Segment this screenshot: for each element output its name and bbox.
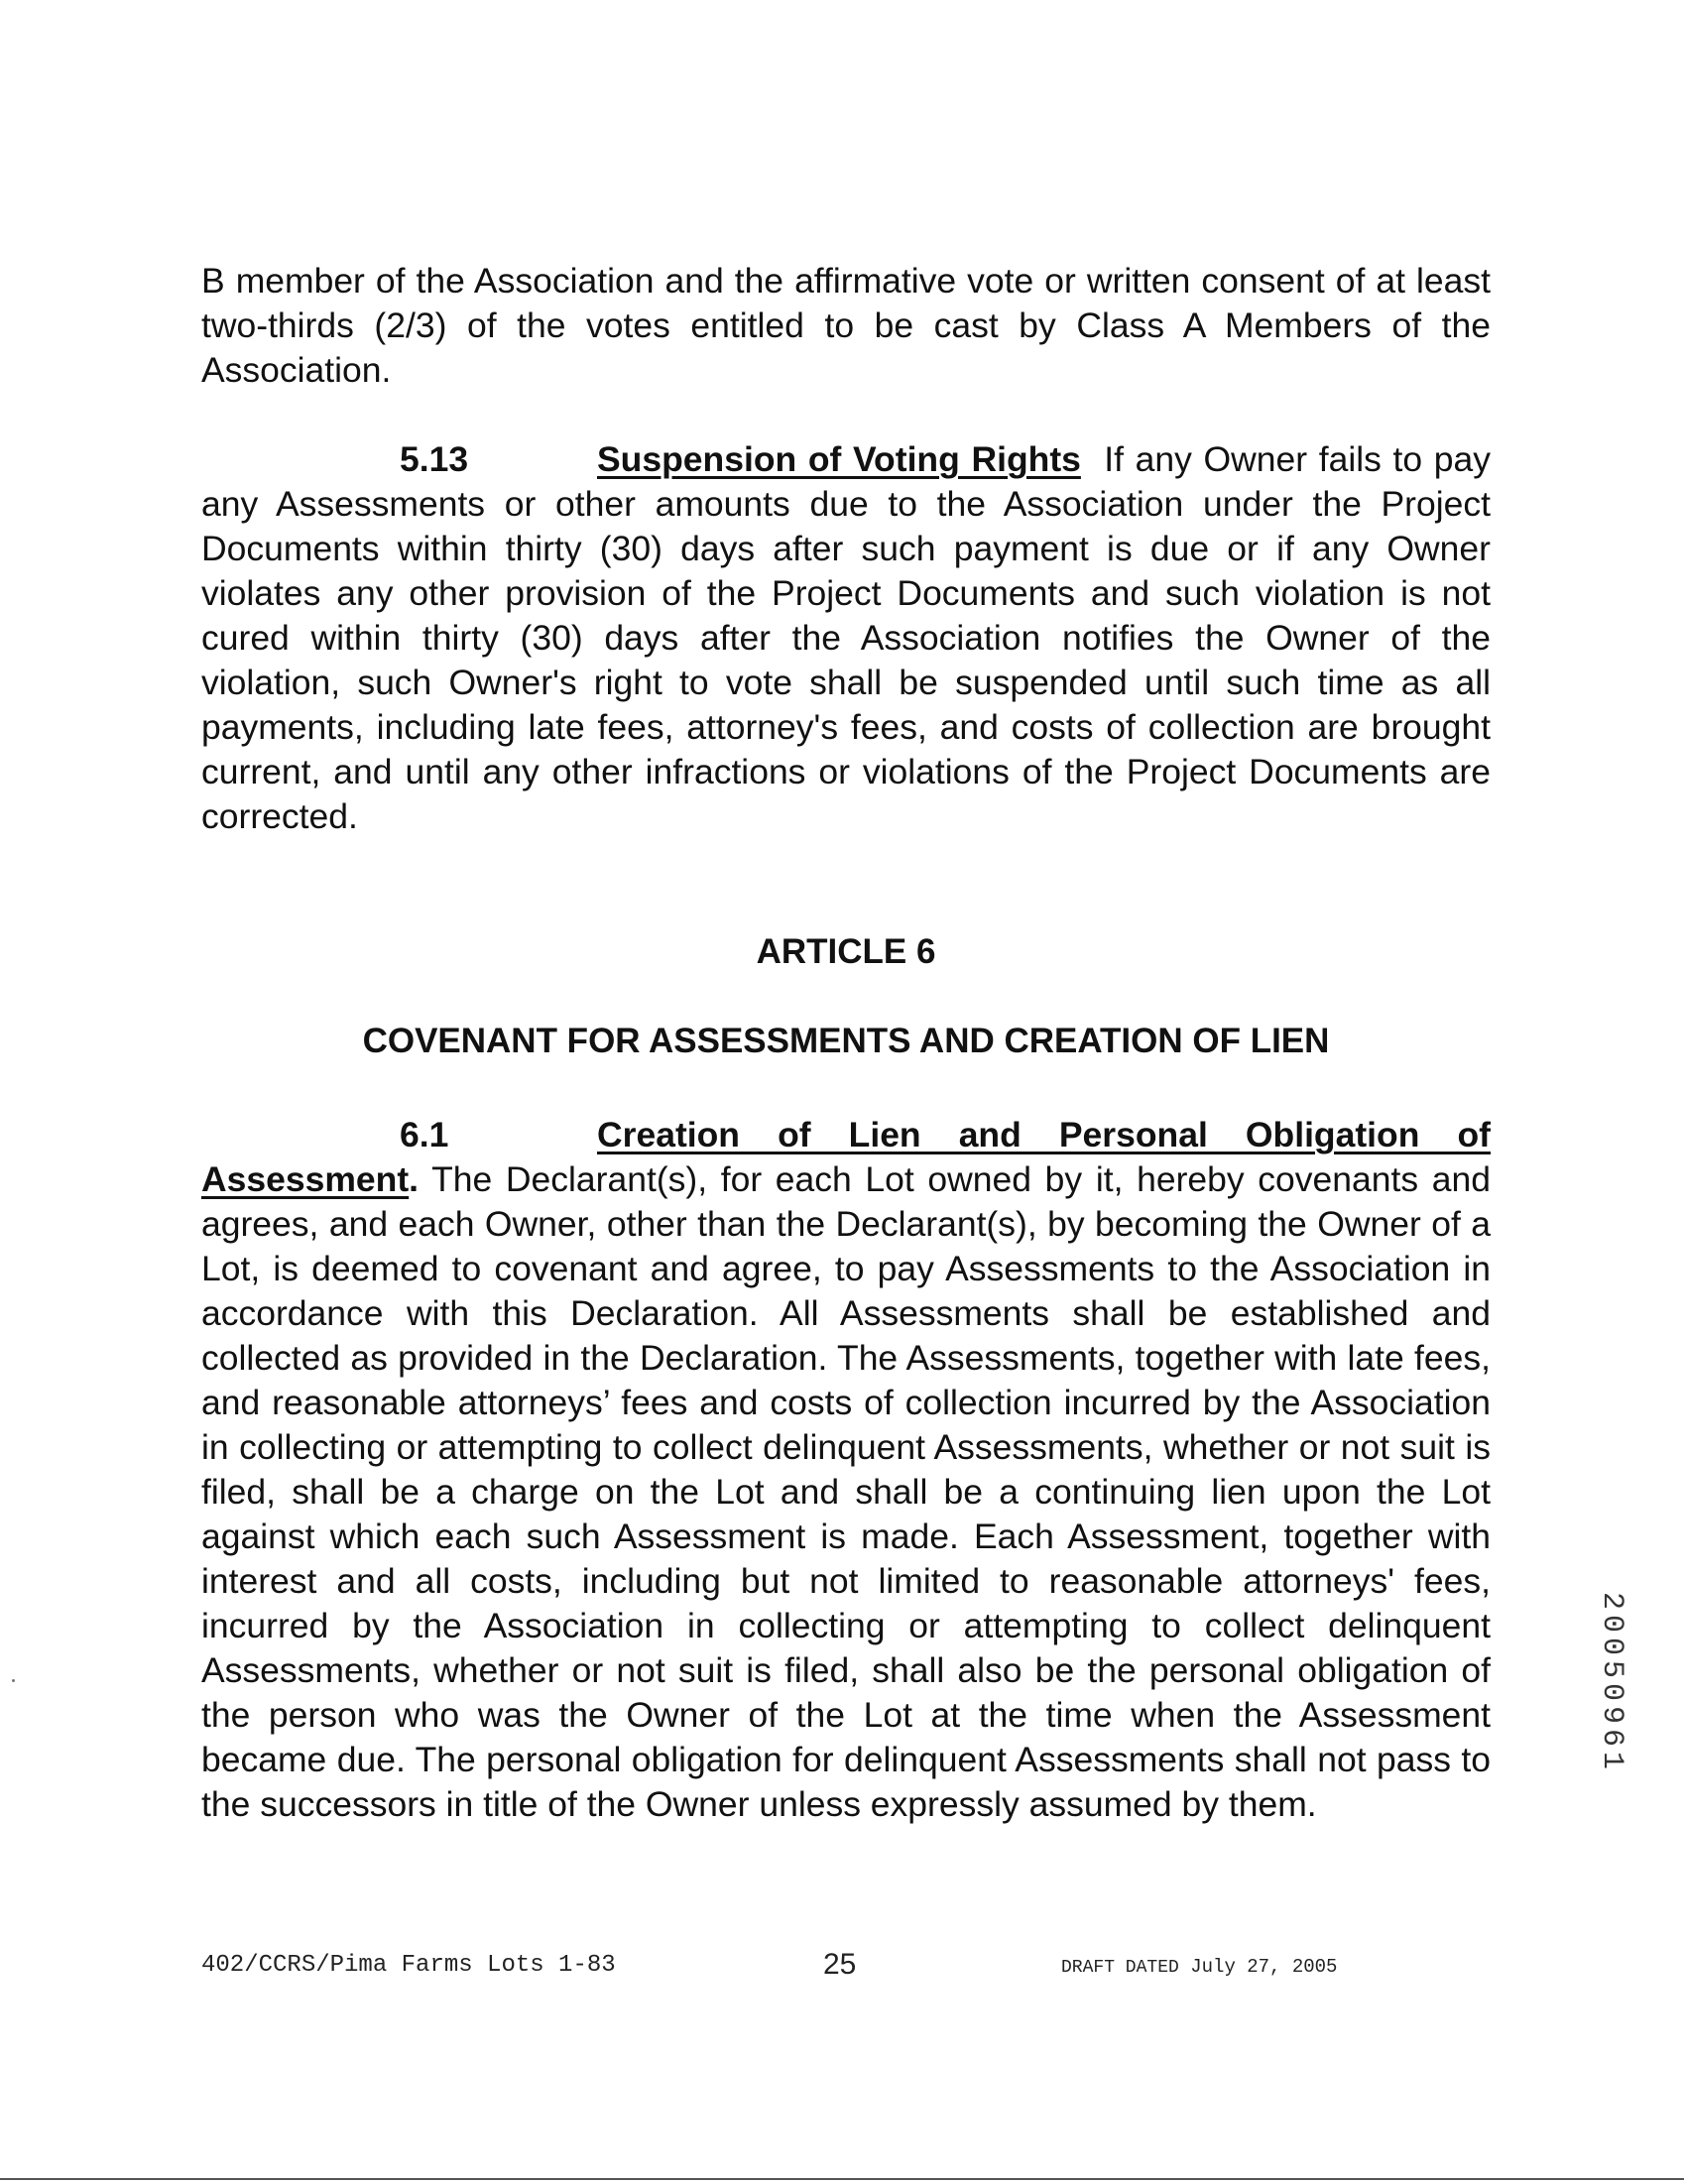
draft-date: July 27, 2005 bbox=[1190, 1956, 1338, 1978]
section-text: If any Owner fails to pay any Assessments or other amounts due to the Association under the Project Documents within thirty (30) days after such payment is due or if any Owner violates any other provision of the Project Documents and such violation is not cured within thirty (30) days after the Association notifies the Owner of the violation, such Owner's right to vote shall be suspended until such time as all payments, including late fees, attorney's fees, and costs of collection are brought current, and until any other infractions or violations of the Project Documents are corrected. bbox=[201, 439, 1491, 836]
section-text: The Declarant(s), for each Lot owned by it, hereby covenants and agrees, and each Owner, other than the Declarant(s), by becoming the Owner of a Lot, is deemed to covenant and agree, to pay Assessments to the Association in accordance with this Declaration. All Assessments shall be established and collected as provided in the Declaration. The Assessments, together with late fees, and reasonable attorneys’ fees and costs of collection incurred by the Association in collecting or attempting to collect delinquent Assessments, whether or not suit is filed, shall be a charge on the Lot and shall be a continuing lien upon the Lot against which each such Assessment is made. Each Assessment, together with interest and all costs, including but not limited to reasonable attorneys' fees, incurred by the Association in collecting or attempting to collect delinquent Assessments, whether or not suit is filed, shall also be the personal obligation of the person who was the Owner of the Lot at the time when the Assessment became due. The personal obligation for delinquent Assessments shall not pass to the successors in title of the Owner unless expressly assumed by them. bbox=[201, 1159, 1491, 1824]
article-title: COVENANT FOR ASSESSMENTS AND CREATION OF LIEN bbox=[362, 1022, 1330, 1060]
section-title: Creation of Lien and Personal Obligation of Assessment bbox=[201, 1115, 1491, 1199]
section-6-1 bbox=[201, 1113, 1491, 1827]
page-number: 25 bbox=[823, 1948, 857, 1981]
bottom-rule bbox=[0, 2178, 1684, 2180]
continuation-text: B member of the Association and the affirmative vote or written consent of at least two-thirds (2/3) of the votes entitled to be cast by Class A Members of the Association. bbox=[201, 261, 1491, 390]
section-title: Suspension of Voting Rights bbox=[597, 439, 1081, 479]
section-5-13 bbox=[201, 437, 1491, 839]
scan-speck bbox=[12, 1679, 15, 1682]
section-number: 5.13 bbox=[400, 439, 469, 479]
draft-label: DRAFT DATED bbox=[1061, 1958, 1179, 1978]
section-number: 6.1 bbox=[400, 1115, 449, 1154]
recording-number: 20050961 bbox=[1595, 1592, 1628, 1775]
section-title-period: . bbox=[409, 1159, 420, 1199]
footer-draft bbox=[1061, 1956, 1337, 1978]
continuation-paragraph bbox=[201, 259, 1491, 393]
article-heading: ARTICLE 6 bbox=[756, 932, 936, 971]
footer-file-ref: 402/CCRS/Pima Farms Lots 1-83 bbox=[201, 1952, 616, 1979]
